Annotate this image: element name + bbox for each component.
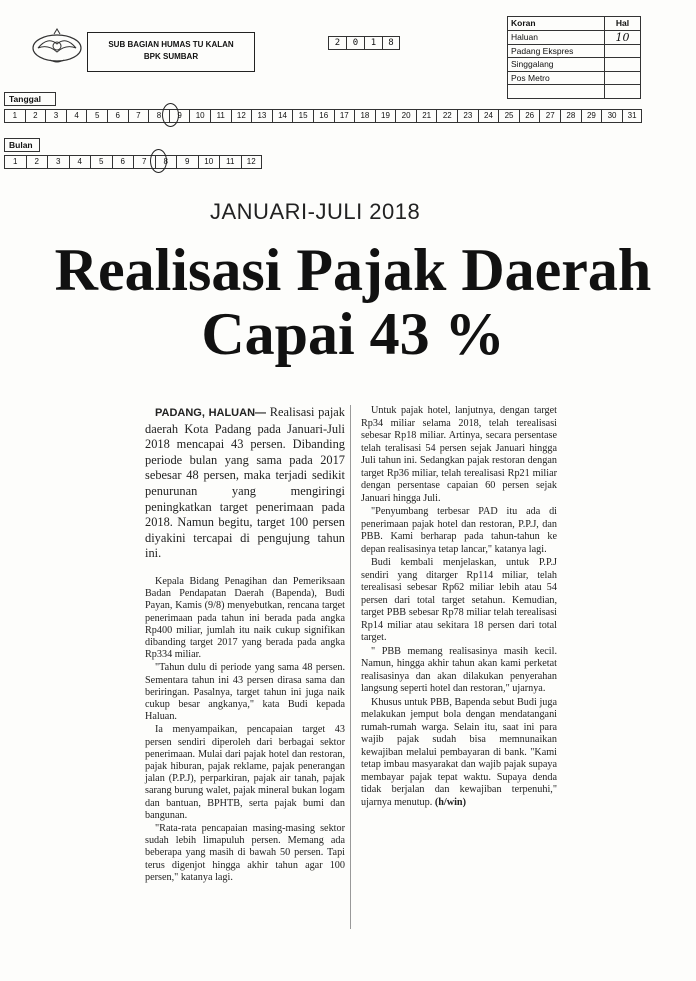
paragraph: Untuk pajak hotel, lanjutnya, dengan target Rp34 miliar selama 2018, telah terealisasi sebesar Rp18 miliar. Artinya, secara persentase telah teralisasi 54 persen sejak Januari hingga Juli tahun ini. Sedangkan pajak restoran dengan target Rp36 miliar, telah terealisasi Rp21 miliar dengan persentase capaian 60 persen sejak Januari hingga Juli. [361, 405, 557, 504]
column-divider [350, 405, 351, 929]
bulan-label: Bulan [4, 138, 40, 152]
tanggal-cell: 30 [601, 109, 622, 123]
agency-line-1: SUB BAGIAN HUMAS TU KALAN [108, 40, 234, 49]
tanggal-cell: 14 [272, 109, 293, 123]
newspaper-table [507, 16, 641, 99]
bulan-cell: 7 [133, 155, 155, 169]
koran-header: Koran [508, 17, 605, 31]
bulan-cell: 11 [219, 155, 241, 169]
tanggal-cell: 22 [436, 109, 457, 123]
signoff: (h/win) [434, 796, 466, 808]
tanggal-cell: 1 [4, 109, 25, 123]
tanggal-cell: 9 [169, 109, 190, 123]
year-digit: 2 [328, 36, 346, 50]
tanggal-cell: 27 [539, 109, 560, 123]
tanggal-cell: 26 [519, 109, 540, 123]
tanggal-cell: 3 [45, 109, 66, 123]
paper-name: Haluan [508, 30, 605, 44]
article-headline [28, 238, 678, 366]
year-digit: 8 [382, 36, 400, 50]
tanggal-row [4, 109, 642, 123]
bulan-cell: 1 [4, 155, 26, 169]
hal-cell [605, 71, 641, 85]
tanggal-cell: 17 [334, 109, 355, 123]
paragraph: Budi kembali menjelaskan, untuk P.P.J sendiri yang ditarger Rp114 miliar, telah terealisasi sebesar Rp62 miliar lebih atau 54 persen dari total target setahun. Kemudian, target PBB sebesar Rp78 miliar telah terealisasi Rp14 miliar atau sekitara 18 persen dari total target. [361, 557, 557, 643]
bulan-row [4, 155, 262, 169]
bulan-cell: 5 [90, 155, 112, 169]
year-digit: 0 [346, 36, 364, 50]
paragraph: " PBB memang realisasinya masih kecil. Namun, hingga akhir tahun akan kami perketat realisasinya dan akan dilakukan penyerahan langsung seperti hotel dan restoran," ujarnya. [361, 645, 557, 694]
selected-month-circle [150, 149, 167, 173]
bulan-cell: 3 [47, 155, 69, 169]
tanggal-cell: 25 [498, 109, 519, 123]
year-boxes [328, 36, 400, 50]
paragraph [361, 697, 557, 810]
bulan-cell: 12 [241, 155, 263, 169]
lead-text: Realisasi pajak daerah Kota Padang pada Januari-Juli 2018 mencapai 43 persen. Dibanding periode bulan yang sama pada 2017 sebesar 48 persen, maka terjadi sedikit penurunan yang mengiringi peningkatkan target penerimaan pada 2018. Namun begitu, target 100 persen diyakini tercapai di pengujung tahun ini. [145, 405, 345, 561]
tanggal-cell: 15 [292, 109, 313, 123]
tanggal-cell: 21 [416, 109, 437, 123]
paragraph: "Tahun dulu di periode yang sama 48 persen. Sementara tahun ini 43 persen dirasa sama dan beriringan. Pasalnya, target tahun ini juga naik cukup besar angkanya," kata Budi kepada Haluan. [145, 662, 345, 723]
bulan-cell: 4 [69, 155, 91, 169]
bulan-cell: 8 [155, 155, 177, 169]
tanggal-cell: 13 [251, 109, 272, 123]
paragraph: "Penyumbang terbesar PAD itu ada di penerimaan pajak hotel dan restoran, P.P.J, dan PBB. Kami berharap pada tahun-tahun ke depan realisasinya tetap lancar," katanya lagi. [361, 506, 557, 555]
headline-line-1: Realisasi Pajak Daerah [54, 237, 652, 303]
bulan-cell: 9 [176, 155, 198, 169]
tanggal-cell: 23 [457, 109, 478, 123]
agency-box [87, 32, 255, 72]
selected-date-circle [162, 103, 179, 127]
paragraph-text: Khusus untuk PBB, Bapenda sebut Budi juga melakukan jemput bola dengan mendatangani rumah-rumah warga. Selain itu, saat ini para wajib pajak sudah bisa memnunaikan kewajiban melalui pembayaran di bank. "Kami tetap imbau masyarakat dan wajib pajak supaya membayar pajak tepat waktu. Supaya denda tidak berjalan dan kewajiban terpenuhi," ujarnya menutup. [361, 696, 557, 808]
tanggal-cell: 6 [107, 109, 128, 123]
paper-name: Singgalang [508, 58, 605, 72]
tanggal-cell: 28 [560, 109, 581, 123]
paragraph: Ia menyampaikan, pencapaian target 43 persen sendiri diperoleh dari berbagai sektor penerimaan. Mulai dari pajak hotel dan restoran, pajak hiburan, pajak reklame, pajak penerangan jalan (P.P.J), perparkiran, pajak air tanah, pajak sarang burung walet, pajak mineral bukan logam dan bantuan, BPHTB, serta pajak bumi dan bangunan. [145, 724, 345, 821]
hal-cell [605, 85, 641, 99]
hal-value: 10 [605, 30, 641, 44]
garuda-emblem-icon [30, 26, 84, 68]
tanggal-cell: 20 [395, 109, 416, 123]
tanggal-cell: 2 [25, 109, 46, 123]
tanggal-cell: 24 [478, 109, 499, 123]
article-lead [145, 405, 345, 562]
tanggal-label: Tanggal [4, 92, 56, 106]
bulan-cell: 10 [198, 155, 220, 169]
tanggal-cell: 5 [86, 109, 107, 123]
article-column-2 [361, 405, 557, 810]
tanggal-cell: 19 [375, 109, 396, 123]
bulan-cell: 2 [26, 155, 48, 169]
tanggal-cell: 4 [66, 109, 87, 123]
article-column-1 [145, 405, 345, 885]
paper-name: Pos Metro [508, 71, 605, 85]
tanggal-cell: 7 [128, 109, 149, 123]
tanggal-cell: 10 [189, 109, 210, 123]
bulan-cell: 6 [112, 155, 134, 169]
paragraph: Kepala Bidang Penagihan dan Pemeriksaan Badan Pendapatan Daerah (Bapenda), Budi Payan, Kamis (9/8) menyebutkan, rencana target penerimaan pada tahun ini berada pada angka Rp400 miliar, jumlah itu naik cukup signifikan dibanding target 2017 yang berada pada angka Rp334 miliar. [145, 575, 345, 661]
hal-cell [605, 58, 641, 72]
dateline: PADANG, HALUAN— [155, 407, 267, 419]
paper-name [508, 85, 605, 99]
year-digit: 1 [364, 36, 382, 50]
tanggal-cell: 31 [622, 109, 643, 123]
tanggal-cell: 8 [148, 109, 169, 123]
agency-line-2: BPK SUMBAR [143, 52, 199, 61]
paragraph: "Rata-rata pencapaian masing-masing sektor sudah lebih limapuluh persen. Memang ada beberapa yang masih di bawah 50 persen. Tapi terus digenjot hingga akhir tahun agar 100 persen," katanya lagi. [145, 823, 345, 883]
tanggal-cell: 18 [354, 109, 375, 123]
hal-cell [605, 44, 641, 58]
tanggal-cell: 29 [581, 109, 602, 123]
tanggal-cell: 11 [210, 109, 231, 123]
tanggal-cell: 12 [231, 109, 252, 123]
tanggal-cell: 16 [313, 109, 334, 123]
paper-name: Padang Ekspres [508, 44, 605, 58]
headline-line-2: Capai 43 % [201, 301, 505, 367]
hal-header: Hal [605, 17, 641, 31]
article-kicker: JANUARI-JULI 2018 [210, 199, 421, 224]
